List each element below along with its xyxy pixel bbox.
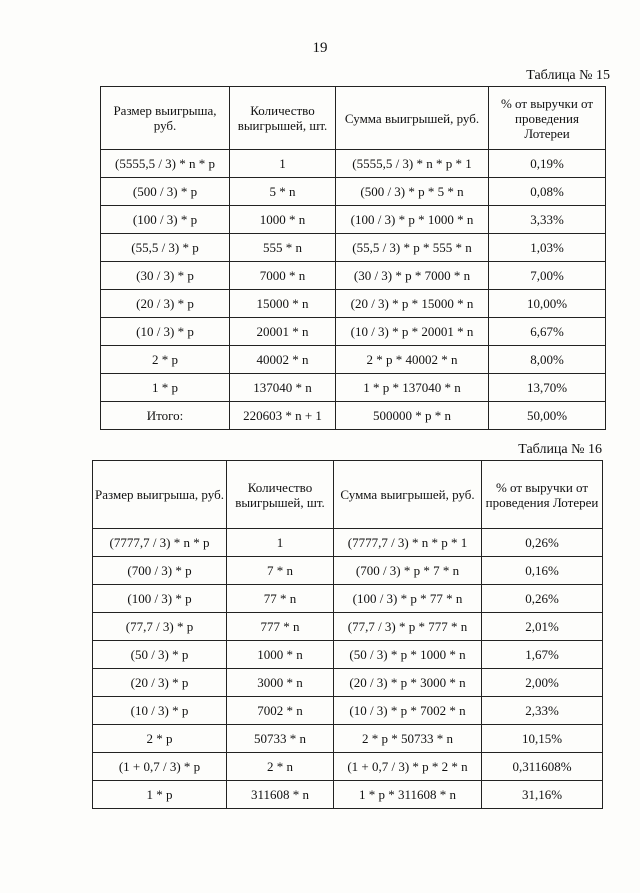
table-row [93, 669, 603, 697]
cell-prize-sum: 2 * p * 40002 * n [336, 346, 489, 374]
prize-table-15 [100, 86, 606, 430]
header-revenue-percent: % от выручки от проведения Лотереи [489, 87, 606, 150]
cell-prize-sum: (30 / 3) * p * 7000 * n [336, 262, 489, 290]
cell-prize-count: 7002 * n [227, 697, 334, 725]
cell-prize-size: 1 * p [93, 781, 227, 809]
cell-prize-size: (700 / 3) * p [93, 557, 227, 585]
cell-prize-count: 5 * n [230, 178, 336, 206]
table-row [93, 641, 603, 669]
cell-revenue-percent: 2,33% [482, 697, 603, 725]
cell-prize-size: (100 / 3) * p [101, 206, 230, 234]
cell-prize-size: (10 / 3) * p [93, 697, 227, 725]
cell-revenue-percent: 0,26% [482, 585, 603, 613]
cell-prize-sum: (100 / 3) * p * 77 * n [334, 585, 482, 613]
page-number: 19 [312, 40, 328, 56]
cell-prize-sum: 1 * p * 137040 * n [336, 374, 489, 402]
cell-prize-size: 2 * p [93, 725, 227, 753]
cell-prize-count: 40002 * n [230, 346, 336, 374]
table-row [93, 753, 603, 781]
cell-prize-sum: (700 / 3) * p * 7 * n [334, 557, 482, 585]
cell-prize-count: 220603 * n + 1 [230, 402, 336, 430]
table-row [93, 697, 603, 725]
cell-prize-sum: (20 / 3) * p * 3000 * n [334, 669, 482, 697]
cell-prize-sum: (10 / 3) * p * 7002 * n [334, 697, 482, 725]
table-header-row [93, 461, 603, 529]
cell-prize-size: (20 / 3) * p [101, 290, 230, 318]
cell-prize-size: (55,5 / 3) * p [101, 234, 230, 262]
table-row [93, 529, 603, 557]
cell-prize-count: 137040 * n [230, 374, 336, 402]
header-prize-size: Размер выигрыша, руб. [93, 461, 227, 529]
cell-prize-count: 1000 * n [230, 206, 336, 234]
table-header-row [101, 87, 606, 150]
cell-prize-sum: (20 / 3) * p * 15000 * n [336, 290, 489, 318]
table-row [101, 150, 606, 178]
cell-prize-count: 1 [227, 529, 334, 557]
cell-prize-count: 7 * n [227, 557, 334, 585]
cell-prize-sum: (5555,5 / 3) * n * p * 1 [336, 150, 489, 178]
table-row [93, 613, 603, 641]
cell-prize-size: (50 / 3) * p [93, 641, 227, 669]
cell-prize-sum: 2 * p * 50733 * n [334, 725, 482, 753]
header-prize-count: Количество выигрышей, шт. [230, 87, 336, 150]
cell-revenue-percent: 2,00% [482, 669, 603, 697]
table-16-body [93, 529, 603, 809]
cell-prize-count: 20001 * n [230, 318, 336, 346]
cell-revenue-percent: 13,70% [489, 374, 606, 402]
cell-prize-sum: (50 / 3) * p * 1000 * n [334, 641, 482, 669]
cell-prize-size: (5555,5 / 3) * n * p [101, 150, 230, 178]
cell-revenue-percent: 0,311608% [482, 753, 603, 781]
cell-revenue-percent: 10,15% [482, 725, 603, 753]
cell-prize-sum: (100 / 3) * p * 1000 * n [336, 206, 489, 234]
cell-prize-sum: 1 * p * 311608 * n [334, 781, 482, 809]
cell-revenue-percent: 1,67% [482, 641, 603, 669]
cell-prize-sum: (500 / 3) * p * 5 * n [336, 178, 489, 206]
cell-prize-count: 77 * n [227, 585, 334, 613]
cell-prize-size: (30 / 3) * p [101, 262, 230, 290]
cell-prize-count: 2 * n [227, 753, 334, 781]
cell-prize-sum: (55,5 / 3) * p * 555 * n [336, 234, 489, 262]
cell-prize-size: (7777,7 / 3) * n * p [93, 529, 227, 557]
cell-revenue-percent: 0,08% [489, 178, 606, 206]
cell-revenue-percent: 0,19% [489, 150, 606, 178]
cell-revenue-percent: 6,67% [489, 318, 606, 346]
header-prize-count: Количество выигрышей, шт. [227, 461, 334, 529]
header-revenue-percent: % от выручки от проведения Лотереи [482, 461, 603, 529]
header-prize-sum: Сумма выигрышей, руб. [334, 461, 482, 529]
table-row [93, 557, 603, 585]
cell-prize-sum: (7777,7 / 3) * n * p * 1 [334, 529, 482, 557]
cell-revenue-percent: 8,00% [489, 346, 606, 374]
table-15-caption: Таблица № 15 [526, 68, 610, 83]
cell-prize-count: 7000 * n [230, 262, 336, 290]
table-row [101, 318, 606, 346]
cell-revenue-percent: 10,00% [489, 290, 606, 318]
table-row [93, 725, 603, 753]
table-row [101, 402, 606, 430]
cell-prize-size: 2 * p [101, 346, 230, 374]
cell-prize-sum: (1 + 0,7 / 3) * p * 2 * n [334, 753, 482, 781]
table-row [101, 290, 606, 318]
cell-prize-count: 555 * n [230, 234, 336, 262]
table-row [101, 374, 606, 402]
header-prize-size: Размер выигрыша, руб. [101, 87, 230, 150]
cell-prize-count: 777 * n [227, 613, 334, 641]
table-row [101, 178, 606, 206]
cell-prize-size: Итого: [101, 402, 230, 430]
cell-prize-size: (20 / 3) * p [93, 669, 227, 697]
table-row [101, 206, 606, 234]
cell-prize-size: (1 + 0,7 / 3) * p [93, 753, 227, 781]
cell-revenue-percent: 1,03% [489, 234, 606, 262]
cell-prize-size: (100 / 3) * p [93, 585, 227, 613]
cell-prize-sum: (77,7 / 3) * p * 777 * n [334, 613, 482, 641]
table-15-body [101, 150, 606, 430]
cell-prize-size: (10 / 3) * p [101, 318, 230, 346]
cell-revenue-percent: 50,00% [489, 402, 606, 430]
cell-prize-size: (500 / 3) * p [101, 178, 230, 206]
cell-prize-count: 1000 * n [227, 641, 334, 669]
cell-revenue-percent: 3,33% [489, 206, 606, 234]
table-row [93, 781, 603, 809]
cell-prize-count: 1 [230, 150, 336, 178]
cell-prize-count: 50733 * n [227, 725, 334, 753]
table-16-caption: Таблица № 16 [518, 442, 602, 457]
table-row [93, 585, 603, 613]
prize-table-16 [92, 460, 603, 809]
cell-revenue-percent: 0,16% [482, 557, 603, 585]
cell-prize-size: (77,7 / 3) * p [93, 613, 227, 641]
cell-revenue-percent: 0,26% [482, 529, 603, 557]
cell-prize-count: 15000 * n [230, 290, 336, 318]
table-row [101, 346, 606, 374]
cell-prize-sum: (10 / 3) * p * 20001 * n [336, 318, 489, 346]
cell-prize-count: 3000 * n [227, 669, 334, 697]
cell-revenue-percent: 31,16% [482, 781, 603, 809]
cell-prize-sum: 500000 * p * n [336, 402, 489, 430]
cell-revenue-percent: 7,00% [489, 262, 606, 290]
cell-revenue-percent: 2,01% [482, 613, 603, 641]
table-row [101, 262, 606, 290]
cell-prize-size: 1 * p [101, 374, 230, 402]
cell-prize-count: 311608 * n [227, 781, 334, 809]
header-prize-sum: Сумма выигрышей, руб. [336, 87, 489, 150]
table-row [101, 234, 606, 262]
